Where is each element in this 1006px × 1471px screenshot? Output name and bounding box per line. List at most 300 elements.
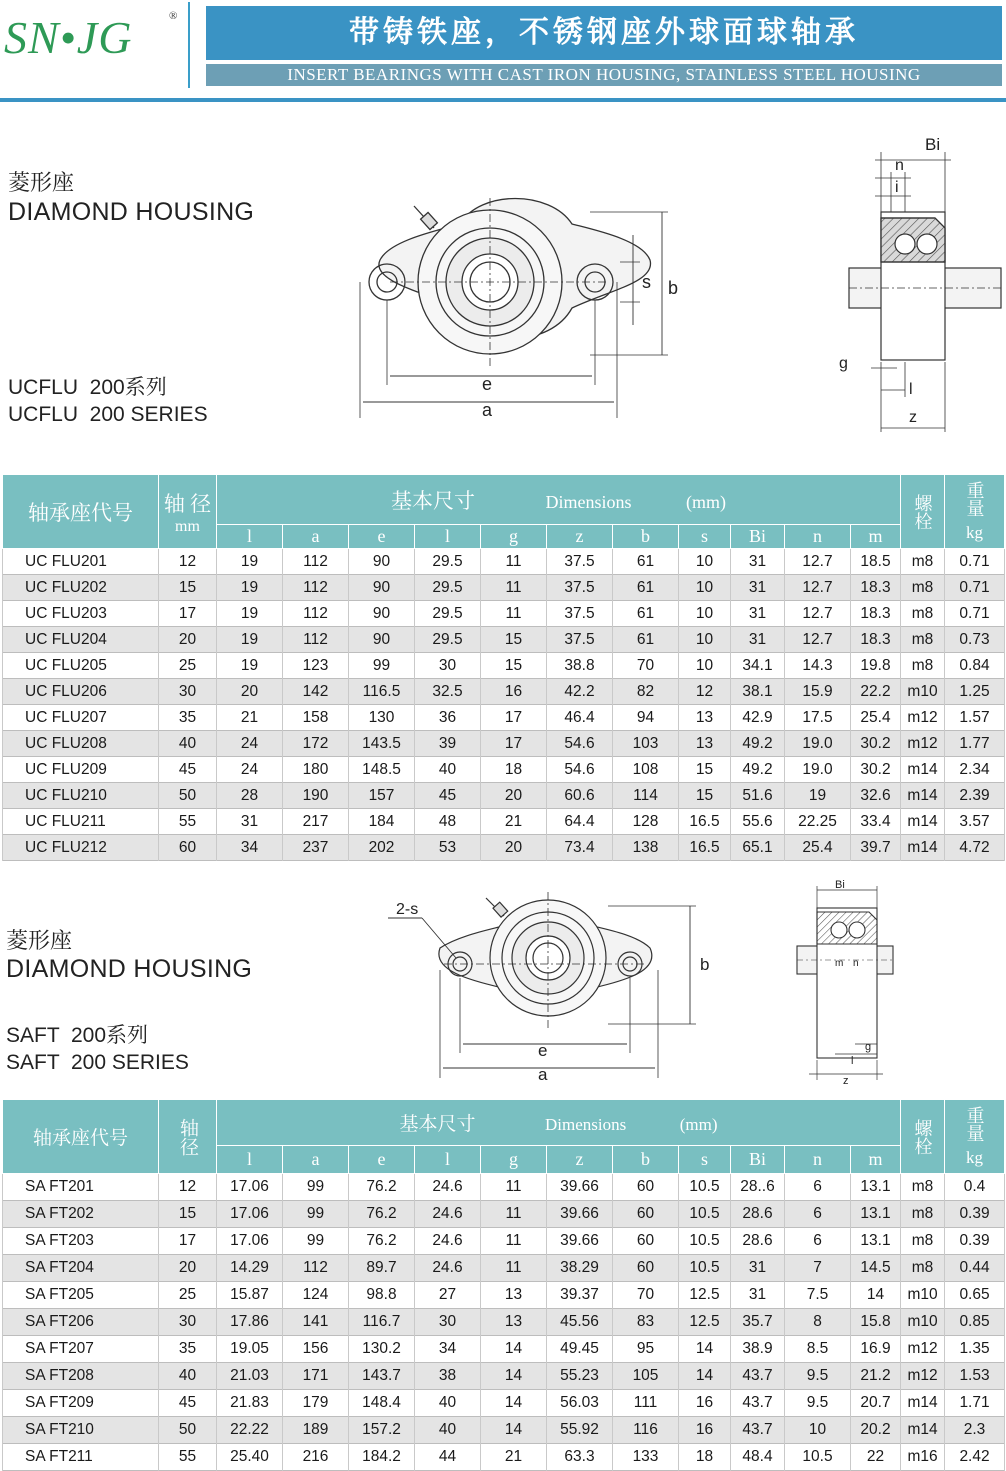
table-cell: 19 bbox=[217, 575, 283, 601]
subheader-10: m bbox=[851, 525, 901, 549]
table-cell: 55.92 bbox=[547, 1417, 613, 1444]
table-cell: 49.2 bbox=[731, 757, 785, 783]
table-cell: 35 bbox=[159, 705, 217, 731]
table-cell: m8 bbox=[901, 1228, 945, 1255]
table-cell: 12.7 bbox=[785, 601, 851, 627]
table-cell: 17 bbox=[481, 731, 547, 757]
table-cell: 17 bbox=[159, 1228, 217, 1255]
table-cell: 130 bbox=[349, 705, 415, 731]
table-cell: 63.3 bbox=[547, 1444, 613, 1471]
subheader-6: b bbox=[613, 525, 679, 549]
table-cell: 2.39 bbox=[945, 783, 1005, 809]
subheader-9: n bbox=[785, 525, 851, 549]
bearing-code-cell: UC FLU201 bbox=[3, 549, 159, 575]
table-cell: m8 bbox=[901, 601, 945, 627]
table-cell: m8 bbox=[901, 1255, 945, 1282]
table-cell: 8 bbox=[785, 1309, 851, 1336]
subheader-8: Bi bbox=[731, 1146, 785, 1174]
table-cell: 30 bbox=[415, 653, 481, 679]
table-cell: 60.6 bbox=[547, 783, 613, 809]
table-cell: 28 bbox=[217, 783, 283, 809]
header-weight-unit: kg bbox=[966, 522, 983, 542]
table-cell: 133 bbox=[613, 1444, 679, 1471]
header-basic-unit-2: (mm) bbox=[679, 1115, 718, 1134]
subheader-4: g bbox=[481, 525, 547, 549]
table-cell: 1.35 bbox=[945, 1336, 1005, 1363]
table-cell: 14 bbox=[481, 1390, 547, 1417]
table-cell: 0.71 bbox=[945, 575, 1005, 601]
bearing-code-cell: UC FLU212 bbox=[3, 835, 159, 861]
table-cell: 12 bbox=[159, 1174, 217, 1201]
table-cell: 24.6 bbox=[415, 1255, 481, 1282]
table-cell: 171 bbox=[283, 1363, 349, 1390]
table-cell: 24.6 bbox=[415, 1228, 481, 1255]
header-weight-label: 重量 bbox=[964, 480, 985, 517]
table-cell: 37.5 bbox=[547, 549, 613, 575]
section1-name-cn: 菱形座 bbox=[8, 171, 75, 196]
table-cell: m14 bbox=[901, 757, 945, 783]
subheader-7: s bbox=[679, 525, 731, 549]
table-cell: 112 bbox=[283, 549, 349, 575]
dim-label-g: g bbox=[839, 355, 848, 372]
table-cell: 116.5 bbox=[349, 679, 415, 705]
logo-text: SN•JG bbox=[4, 12, 133, 63]
table-cell: 19.0 bbox=[785, 731, 851, 757]
table-cell: 31 bbox=[731, 627, 785, 653]
table-cell: 24 bbox=[217, 757, 283, 783]
table-cell: 2.3 bbox=[945, 1417, 1005, 1444]
table-cell: m16 bbox=[901, 1444, 945, 1471]
table-cell: 19.0 bbox=[785, 757, 851, 783]
table-cell: m14 bbox=[901, 809, 945, 835]
table-cell: m10 bbox=[901, 1282, 945, 1309]
table-cell: 20.7 bbox=[851, 1390, 901, 1417]
table-cell: 11 bbox=[481, 1174, 547, 1201]
table-cell: 60 bbox=[613, 1201, 679, 1228]
table-cell: 90 bbox=[349, 575, 415, 601]
table-cell: 21 bbox=[217, 705, 283, 731]
table-cell: 15.87 bbox=[217, 1282, 283, 1309]
saft-section-view-drawing bbox=[795, 878, 895, 1087]
table-cell: 45 bbox=[159, 757, 217, 783]
header-weight-unit-2: kg bbox=[966, 1147, 984, 1167]
section2-name-en: DIAMOND HOUSING bbox=[6, 955, 253, 983]
bearing-code-cell: SA FT208 bbox=[3, 1363, 159, 1390]
table-cell: 0.65 bbox=[945, 1282, 1005, 1309]
table-cell: 39.66 bbox=[547, 1174, 613, 1201]
subheader-5: z bbox=[547, 525, 613, 549]
table-cell: 14.5 bbox=[851, 1255, 901, 1282]
table-cell: 17.86 bbox=[217, 1309, 283, 1336]
table-cell: 124 bbox=[283, 1282, 349, 1309]
table-cell: 40 bbox=[415, 1417, 481, 1444]
table-cell: 13 bbox=[481, 1309, 547, 1336]
table-cell: 39.66 bbox=[547, 1201, 613, 1228]
table-cell: m10 bbox=[901, 679, 945, 705]
subheader-2: e bbox=[349, 525, 415, 549]
table-cell: 20 bbox=[217, 679, 283, 705]
registered-mark: ® bbox=[169, 10, 179, 22]
table-cell: m8 bbox=[901, 549, 945, 575]
table-cell: 65.1 bbox=[731, 835, 785, 861]
bearing-code-cell: UC FLU209 bbox=[3, 757, 159, 783]
header-basic-en-2: Dimensions bbox=[545, 1115, 627, 1134]
table-cell: 1.71 bbox=[945, 1390, 1005, 1417]
table-cell: 6 bbox=[785, 1201, 851, 1228]
table-cell: 15 bbox=[159, 575, 217, 601]
table-cell: 16 bbox=[481, 679, 547, 705]
table-cell: m12 bbox=[901, 731, 945, 757]
table-cell: 27 bbox=[415, 1282, 481, 1309]
table-cell: 21.83 bbox=[217, 1390, 283, 1417]
table-cell: 14 bbox=[851, 1282, 901, 1309]
subheader-9: n bbox=[785, 1146, 851, 1174]
table-cell: 30 bbox=[415, 1309, 481, 1336]
bearing-code-cell: SA FT201 bbox=[3, 1174, 159, 1201]
table-cell: 31 bbox=[731, 1282, 785, 1309]
table-row bbox=[3, 809, 1005, 835]
table-cell: 172 bbox=[283, 731, 349, 757]
table-cell: 15 bbox=[481, 627, 547, 653]
table-cell: 142 bbox=[283, 679, 349, 705]
dim-label-l: l bbox=[909, 381, 913, 398]
table-cell: 49.2 bbox=[731, 731, 785, 757]
table-cell: 25.4 bbox=[785, 835, 851, 861]
dim-label-n: n bbox=[895, 157, 904, 174]
dim-label-bi2: Bi bbox=[835, 879, 845, 891]
table-cell: 76.2 bbox=[349, 1228, 415, 1255]
table-cell: 148.4 bbox=[349, 1390, 415, 1417]
table-cell: 30.2 bbox=[851, 731, 901, 757]
table-row bbox=[3, 1228, 1005, 1255]
table-cell: 158 bbox=[283, 705, 349, 731]
table-cell: 24.6 bbox=[415, 1174, 481, 1201]
table-row bbox=[3, 783, 1005, 809]
bearing-code-cell: UC FLU204 bbox=[3, 627, 159, 653]
bearing-code-cell: SA FT207 bbox=[3, 1336, 159, 1363]
table-cell: 10 bbox=[679, 549, 731, 575]
bearing-code-cell: UC FLU207 bbox=[3, 705, 159, 731]
table-cell: 12 bbox=[159, 549, 217, 575]
table-cell: 31 bbox=[731, 575, 785, 601]
table-cell: 34.1 bbox=[731, 653, 785, 679]
table-cell: 202 bbox=[349, 835, 415, 861]
table-cell: 40 bbox=[415, 757, 481, 783]
table-cell: 31 bbox=[217, 809, 283, 835]
header-divider bbox=[0, 98, 1006, 102]
table-row bbox=[3, 757, 1005, 783]
table-cell: 76.2 bbox=[349, 1201, 415, 1228]
table-cell: 35 bbox=[159, 1336, 217, 1363]
section2-series-en: SAFT 200 SERIES bbox=[6, 1051, 189, 1074]
table-cell: 36 bbox=[415, 705, 481, 731]
table-cell: 17.06 bbox=[217, 1174, 283, 1201]
table-cell: m14 bbox=[901, 1390, 945, 1417]
table-cell: m10 bbox=[901, 1309, 945, 1336]
table-cell: 105 bbox=[613, 1363, 679, 1390]
header-basic-cn-2: 基本尺寸 bbox=[399, 1114, 476, 1135]
subheader-6: b bbox=[613, 1146, 679, 1174]
table-cell: 39 bbox=[415, 731, 481, 757]
table-cell: 31 bbox=[731, 601, 785, 627]
table-cell: m14 bbox=[901, 835, 945, 861]
dim-label-i: i bbox=[895, 179, 899, 196]
table-cell: 90 bbox=[349, 601, 415, 627]
table-cell: 15 bbox=[679, 783, 731, 809]
table-cell: 99 bbox=[283, 1174, 349, 1201]
bearing-code-cell: SA FT211 bbox=[3, 1444, 159, 1471]
table-cell: 237 bbox=[283, 835, 349, 861]
table-cell: 12.7 bbox=[785, 549, 851, 575]
table-cell: 16 bbox=[679, 1417, 731, 1444]
table-cell: 6 bbox=[785, 1228, 851, 1255]
bearing-code-cell: SA FT202 bbox=[3, 1201, 159, 1228]
table-cell: m12 bbox=[901, 705, 945, 731]
table-cell: 14 bbox=[679, 1363, 731, 1390]
header-shaft-label: 轴 径 bbox=[163, 491, 212, 516]
table-cell: 99 bbox=[283, 1228, 349, 1255]
subheader-1: a bbox=[283, 525, 349, 549]
table-cell: 19 bbox=[217, 549, 283, 575]
table-cell: 20 bbox=[159, 1255, 217, 1282]
table-cell: 11 bbox=[481, 1201, 547, 1228]
table-cell: 39.66 bbox=[547, 1228, 613, 1255]
table-cell: 12.5 bbox=[679, 1282, 731, 1309]
table-cell: 0.4 bbox=[945, 1174, 1005, 1201]
table-cell: 20 bbox=[481, 835, 547, 861]
table-cell: 70 bbox=[613, 653, 679, 679]
table-cell: 28.6 bbox=[731, 1228, 785, 1255]
dim-label-a: a bbox=[482, 400, 493, 420]
dim-label-n2: n bbox=[853, 958, 859, 969]
table-cell: 28..6 bbox=[731, 1174, 785, 1201]
table-cell: 11 bbox=[481, 601, 547, 627]
table-cell: 70 bbox=[613, 1282, 679, 1309]
table-cell: 10 bbox=[679, 627, 731, 653]
table-cell: 19 bbox=[217, 601, 283, 627]
table-cell: 42.2 bbox=[547, 679, 613, 705]
table-cell: 10.5 bbox=[679, 1201, 731, 1228]
table-cell: 45.56 bbox=[547, 1309, 613, 1336]
section1-series-en: UCFLU 200 SERIES bbox=[8, 403, 208, 426]
table-cell: 157.2 bbox=[349, 1417, 415, 1444]
table-cell: 22 bbox=[851, 1444, 901, 1471]
table-row bbox=[3, 1174, 1005, 1201]
table-cell: 13 bbox=[679, 731, 731, 757]
table-row bbox=[3, 627, 1005, 653]
table-cell: 21.2 bbox=[851, 1363, 901, 1390]
table-cell: 32.6 bbox=[851, 783, 901, 809]
table-cell: 43.7 bbox=[731, 1363, 785, 1390]
table-cell: 64.4 bbox=[547, 809, 613, 835]
header-shaft-dia-2: 轴径 bbox=[159, 1100, 217, 1174]
bearing-code-cell: UC FLU208 bbox=[3, 731, 159, 757]
table-cell: 43.7 bbox=[731, 1390, 785, 1417]
section1-series-cn: UCFLU 200系列 bbox=[8, 376, 167, 399]
table-cell: m12 bbox=[901, 1363, 945, 1390]
table-cell: 38.8 bbox=[547, 653, 613, 679]
table-cell: 37.5 bbox=[547, 627, 613, 653]
brand-logo bbox=[4, 8, 190, 80]
table-cell: 55.6 bbox=[731, 809, 785, 835]
table-row bbox=[3, 731, 1005, 757]
table-cell: 148.5 bbox=[349, 757, 415, 783]
table-cell: 1.57 bbox=[945, 705, 1005, 731]
table-cell: 112 bbox=[283, 627, 349, 653]
dim-label-l2: l bbox=[851, 1055, 854, 1067]
dim-label-z: z bbox=[909, 409, 917, 426]
table-cell: 30 bbox=[159, 679, 217, 705]
table-cell: 216 bbox=[283, 1444, 349, 1471]
table-cell: 31 bbox=[731, 1255, 785, 1282]
table-cell: 18 bbox=[679, 1444, 731, 1471]
table-cell: 130.2 bbox=[349, 1336, 415, 1363]
table-cell: 10.5 bbox=[679, 1228, 731, 1255]
table-cell: 14 bbox=[481, 1336, 547, 1363]
table-cell: 21 bbox=[481, 1444, 547, 1471]
table-cell: 25 bbox=[159, 1282, 217, 1309]
table-row bbox=[3, 1201, 1005, 1228]
table-cell: 157 bbox=[349, 783, 415, 809]
table-row bbox=[3, 835, 1005, 861]
title-banner-en: INSERT BEARINGS WITH CAST IRON HOUSING, STAINLESS STEEL HOUSING bbox=[206, 64, 1002, 86]
bearing-code-cell: UC FLU202 bbox=[3, 575, 159, 601]
table-cell: 35.7 bbox=[731, 1309, 785, 1336]
table-cell: 16 bbox=[679, 1390, 731, 1417]
table-cell: 17 bbox=[481, 705, 547, 731]
table-cell: 14.3 bbox=[785, 653, 851, 679]
table-cell: 17 bbox=[159, 601, 217, 627]
section2-name-cn: 菱形座 bbox=[6, 929, 73, 954]
bearing-code-cell: UC FLU210 bbox=[3, 783, 159, 809]
table-cell: 38.29 bbox=[547, 1255, 613, 1282]
table-cell: 54.6 bbox=[547, 731, 613, 757]
table-cell: 7.5 bbox=[785, 1282, 851, 1309]
subheader-0: l bbox=[217, 525, 283, 549]
table-cell: 9.5 bbox=[785, 1363, 851, 1390]
table-cell: 73.4 bbox=[547, 835, 613, 861]
header-bearing-code: 轴承座代号 bbox=[3, 475, 159, 549]
table-cell: 143.5 bbox=[349, 731, 415, 757]
table-cell: 18.3 bbox=[851, 627, 901, 653]
table-cell: 0.84 bbox=[945, 653, 1005, 679]
table-row bbox=[3, 601, 1005, 627]
table-cell: 89.7 bbox=[349, 1255, 415, 1282]
dim-label-e: e bbox=[482, 374, 493, 394]
table-cell: 0.73 bbox=[945, 627, 1005, 653]
table-cell: 29.5 bbox=[415, 601, 481, 627]
bearing-code-cell: SA FT205 bbox=[3, 1282, 159, 1309]
table-cell: 55.23 bbox=[547, 1363, 613, 1390]
saft-front-view-drawing bbox=[388, 888, 728, 1084]
table-cell: 21 bbox=[481, 809, 547, 835]
table-cell: 11 bbox=[481, 575, 547, 601]
table-cell: 29.5 bbox=[415, 627, 481, 653]
table-cell: 54.6 bbox=[547, 757, 613, 783]
table-cell: 45 bbox=[415, 783, 481, 809]
header-basic-unit: (mm) bbox=[686, 491, 726, 512]
table-cell: 12 bbox=[679, 679, 731, 705]
dim-label-s: s bbox=[642, 272, 651, 292]
table-cell: 18.5 bbox=[851, 549, 901, 575]
table-cell: 13.1 bbox=[851, 1201, 901, 1228]
table-cell: 28.6 bbox=[731, 1201, 785, 1228]
table-cell: 22.25 bbox=[785, 809, 851, 835]
table-cell: 95 bbox=[613, 1336, 679, 1363]
table-cell: 49.45 bbox=[547, 1336, 613, 1363]
table-cell: 10.5 bbox=[785, 1444, 851, 1471]
subheader-10: m bbox=[851, 1146, 901, 1174]
table-cell: 90 bbox=[349, 627, 415, 653]
table-cell: 98.8 bbox=[349, 1282, 415, 1309]
table-cell: 108 bbox=[613, 757, 679, 783]
dim-label-z2: z bbox=[843, 1075, 849, 1087]
table-cell: 11 bbox=[481, 549, 547, 575]
table-cell: 25.4 bbox=[851, 705, 901, 731]
table-cell: 90 bbox=[349, 549, 415, 575]
table-cell: 112 bbox=[283, 601, 349, 627]
table-cell: 34 bbox=[217, 835, 283, 861]
table-row bbox=[3, 705, 1005, 731]
header-basic-dimensions-2 bbox=[217, 1100, 901, 1146]
table-cell: 16.9 bbox=[851, 1336, 901, 1363]
table-cell: 19.8 bbox=[851, 653, 901, 679]
table-cell: m12 bbox=[901, 1336, 945, 1363]
table-cell: 138 bbox=[613, 835, 679, 861]
table-cell: 40 bbox=[159, 1363, 217, 1390]
table-cell: 20.2 bbox=[851, 1417, 901, 1444]
bearing-code-cell: SA FT206 bbox=[3, 1309, 159, 1336]
table-cell: 0.44 bbox=[945, 1255, 1005, 1282]
table-cell: 19 bbox=[217, 653, 283, 679]
header-weight-label-2: 重量 bbox=[964, 1105, 985, 1142]
logo-divider bbox=[188, 2, 190, 88]
table-cell: 40 bbox=[415, 1390, 481, 1417]
table-cell: 3.57 bbox=[945, 809, 1005, 835]
table-row bbox=[3, 1282, 1005, 1309]
section2-series-cn: SAFT 200系列 bbox=[6, 1024, 148, 1047]
table-cell: 24 bbox=[217, 731, 283, 757]
table-cell: 19.05 bbox=[217, 1336, 283, 1363]
table-cell: 0.71 bbox=[945, 549, 1005, 575]
table-cell: 13 bbox=[679, 705, 731, 731]
table-cell: 13.1 bbox=[851, 1228, 901, 1255]
table-cell: 15 bbox=[159, 1201, 217, 1228]
table-cell: 17.5 bbox=[785, 705, 851, 731]
header-basic-dimensions bbox=[217, 475, 901, 525]
table-cell: 14 bbox=[481, 1417, 547, 1444]
table-cell: 0.71 bbox=[945, 601, 1005, 627]
table-row bbox=[3, 653, 1005, 679]
subheader-0: l bbox=[217, 1146, 283, 1174]
table-row bbox=[3, 1390, 1005, 1417]
table-cell: 22.22 bbox=[217, 1417, 283, 1444]
table-row bbox=[3, 549, 1005, 575]
table-cell: 99 bbox=[283, 1201, 349, 1228]
table-cell: 190 bbox=[283, 783, 349, 809]
table-cell: 11 bbox=[481, 1255, 547, 1282]
table-cell: 16.5 bbox=[679, 809, 731, 835]
subheader-7: s bbox=[679, 1146, 731, 1174]
table-row bbox=[3, 679, 1005, 705]
table-row bbox=[3, 1255, 1005, 1282]
table-cell: 12.7 bbox=[785, 627, 851, 653]
table-cell: 10 bbox=[679, 575, 731, 601]
table-cell: 12.7 bbox=[785, 575, 851, 601]
table-cell: 13.1 bbox=[851, 1174, 901, 1201]
header-bolt-2: 螺栓 bbox=[901, 1100, 945, 1174]
table-cell: 10 bbox=[679, 653, 731, 679]
